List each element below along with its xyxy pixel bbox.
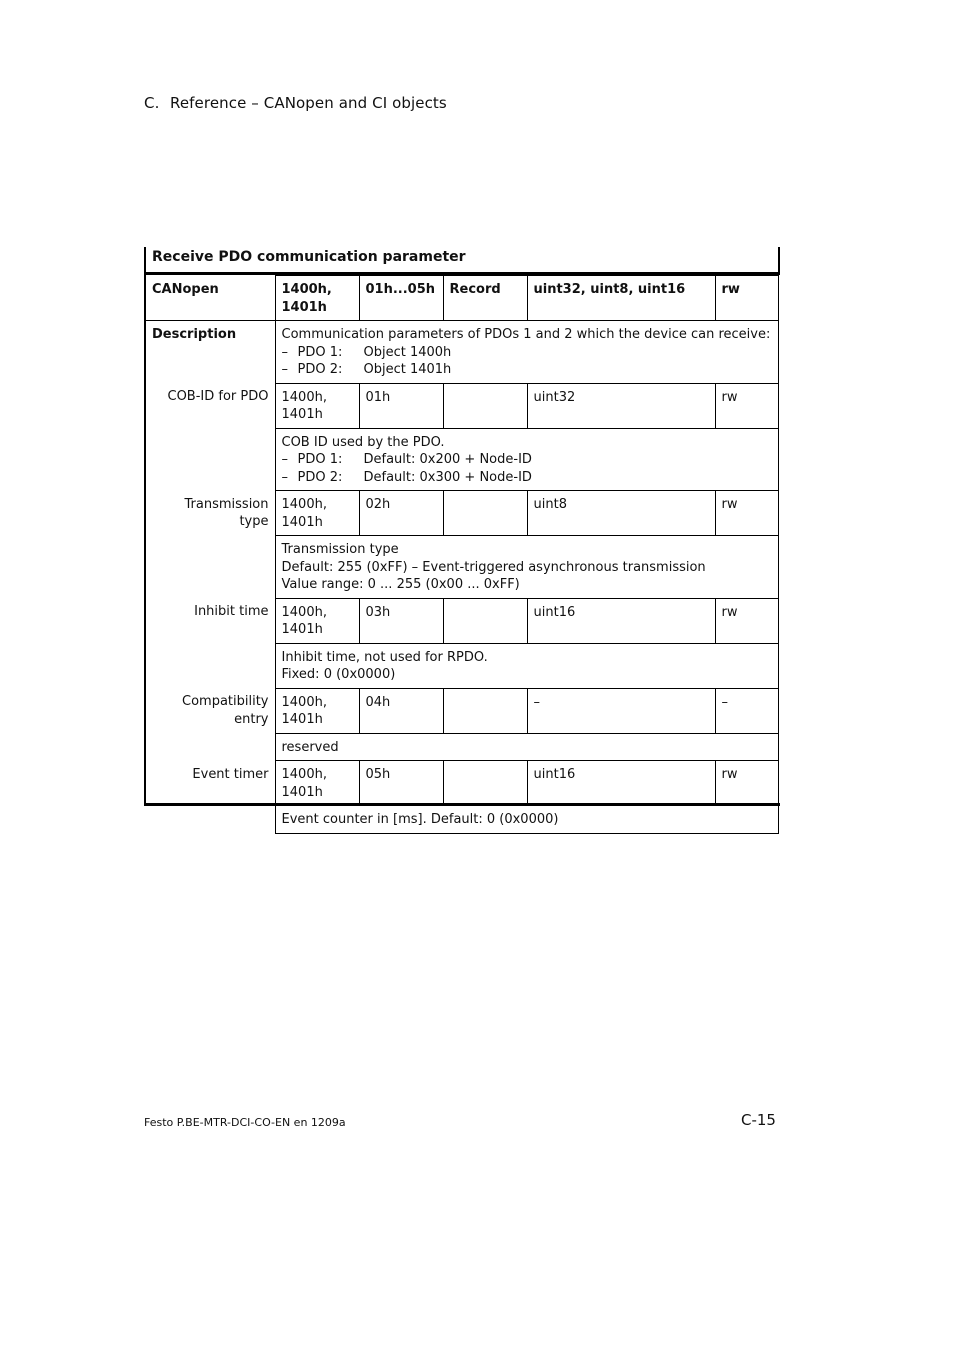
table-row xyxy=(146,761,778,806)
datatype-cell: uint16 xyxy=(527,598,715,643)
datatype-cell: – xyxy=(527,688,715,733)
entry-description: Inhibit time, not used for RPDO. Fixed: 0 (0x0000) xyxy=(275,643,778,688)
entry-label: Event timer xyxy=(192,766,269,782)
access-cell: rw xyxy=(715,383,778,428)
type-cell xyxy=(443,383,527,428)
access-cell: rw xyxy=(715,761,778,806)
list-item: – PDO 1: Object 1400h xyxy=(281,344,452,360)
entry-label: Compatibility entry xyxy=(182,694,269,727)
subindex-cell: 03h xyxy=(359,598,443,643)
index-cell: 1400h, 1401h xyxy=(275,383,359,428)
entry-description: reserved xyxy=(275,733,778,761)
description-label: Description xyxy=(152,327,237,342)
table-row xyxy=(146,383,778,428)
subindex-cell: 02h xyxy=(359,491,443,536)
description-text: Communication parameters of PDOs 1 and 2 which the device can receive: – PDO 1: Object 1400h – PDO 2: Object 1401h xyxy=(275,321,778,384)
subindex-cell: 01h...05h xyxy=(359,276,443,321)
table-row xyxy=(146,688,778,733)
entry-label: Inhibit time xyxy=(194,604,269,619)
canopen-label: CANopen xyxy=(146,276,275,321)
table-row xyxy=(146,428,778,491)
index-cell: 1400h, 1401h xyxy=(275,688,359,733)
access-cell: – xyxy=(715,688,778,733)
chapter-title: Reference – CANopen and CI objects xyxy=(170,94,447,112)
table-bottom-rule xyxy=(144,803,780,806)
index-cell: 1400h, 1401h xyxy=(275,598,359,643)
access-cell: rw xyxy=(715,491,778,536)
entry-label: COB-ID for PDO xyxy=(167,389,269,404)
chapter-number: C. xyxy=(144,94,160,112)
type-cell xyxy=(443,761,527,806)
list-item: – PDO 2: Object 1401h xyxy=(281,362,452,377)
datatype-cell: uint16 xyxy=(527,761,715,806)
table-row xyxy=(146,806,778,834)
table-title: Receive PDO communication parameter xyxy=(152,249,466,265)
datatype-cell: uint8 xyxy=(527,491,715,536)
table-row xyxy=(146,536,778,599)
document-id: Festo P.BE-MTR-DCI-CO-EN en 1209a xyxy=(144,1116,346,1129)
datatype-cell: uint32, uint8, uint16 xyxy=(527,276,715,321)
parameter-table-frame xyxy=(144,247,780,827)
access-cell: rw xyxy=(715,276,778,321)
entry-description: Event counter in [ms]. Default: 0 (0x0000) xyxy=(275,806,778,834)
table-row xyxy=(146,733,778,761)
datatype-cell: uint32 xyxy=(527,383,715,428)
page-number: C-15 xyxy=(741,1111,776,1129)
table-row xyxy=(146,491,778,536)
table-row xyxy=(146,643,778,688)
parameter-table xyxy=(146,275,779,834)
table-row xyxy=(146,598,778,643)
type-cell xyxy=(443,688,527,733)
index-cell: 1400h, 1401h xyxy=(275,491,359,536)
entry-description: COB ID used by the PDO. – PDO 1: Default: 0x200 + Node-ID – PDO 2: Default: 0x300 + Node-ID xyxy=(275,428,778,491)
index-cell: 1400h, 1401h xyxy=(275,276,359,321)
access-cell: rw xyxy=(715,598,778,643)
type-cell: Record xyxy=(443,276,527,321)
index-cell: 1400h, 1401h xyxy=(275,761,359,806)
entry-description: Transmission type Default: 255 (0xFF) – Event-triggered asynchronous transmission Value range: 0 ... 255 (0x00 ... 0xFF) xyxy=(275,536,778,599)
frame-right-rule xyxy=(778,247,780,273)
list-item: – PDO 1: Default: 0x200 + Node-ID xyxy=(281,452,532,467)
table-row xyxy=(146,321,778,384)
entry-label: Transmission type xyxy=(184,496,269,529)
type-cell xyxy=(443,598,527,643)
table-row xyxy=(146,276,778,321)
type-cell xyxy=(443,491,527,536)
subindex-cell: 05h xyxy=(359,761,443,806)
chapter-heading xyxy=(144,94,447,112)
subindex-cell: 01h xyxy=(359,383,443,428)
list-item: – PDO 2: Default: 0x300 + Node-ID xyxy=(281,469,532,485)
subindex-cell: 04h xyxy=(359,688,443,733)
